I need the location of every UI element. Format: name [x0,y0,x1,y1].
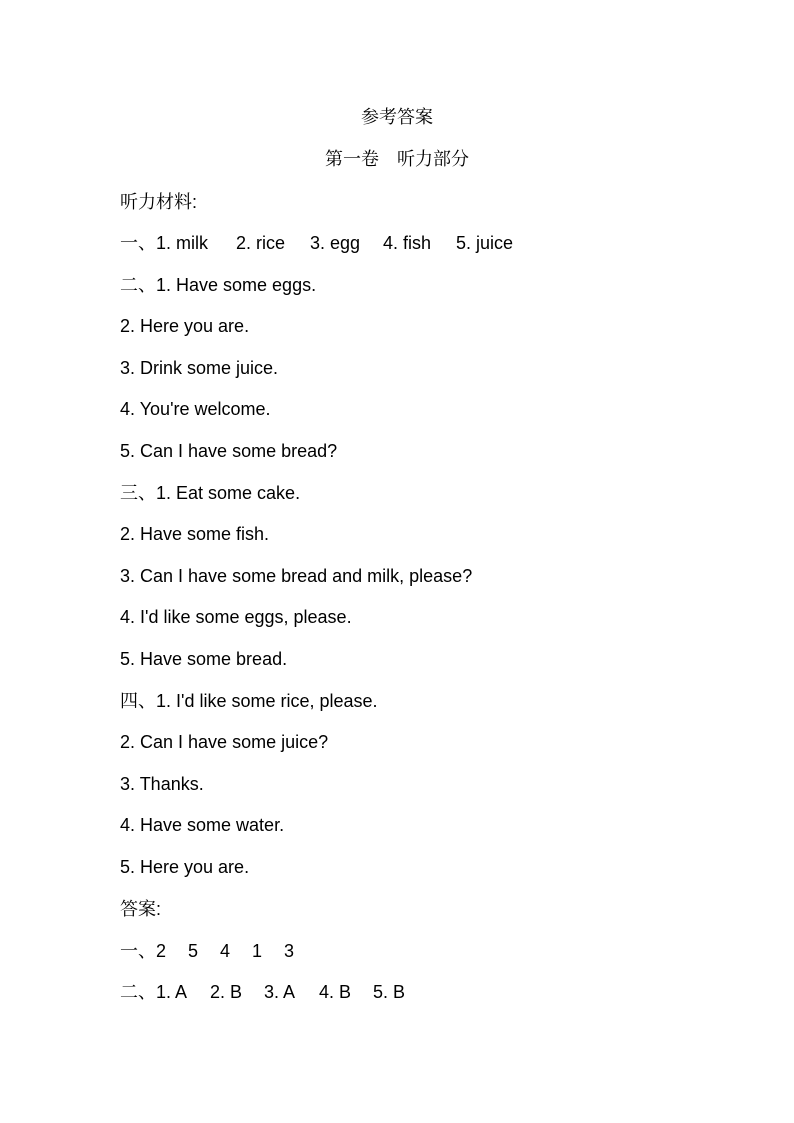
answer-item: 1 [252,941,263,961]
section-prefix: 一、 [120,941,156,961]
list-item: 1. milk [156,233,209,253]
section-prefix: 二、 [120,275,156,295]
listening-section-1 [120,232,513,254]
answer-item: 1. A [156,982,188,1002]
list-item: 3. Drink some juice. [120,358,279,378]
list-item: 3. Thanks. [120,774,204,794]
list-item: 4. fish [383,233,432,253]
answer-item: 3 [284,941,295,961]
list-item: 3. egg [310,233,361,253]
list-item: 5. Here you are. [120,857,250,877]
listening-section-4-line-1 [120,690,378,712]
answers-section-2 [120,981,405,1003]
section-prefix: 一、 [120,233,156,253]
list-item: 2. rice [236,233,286,253]
section-prefix: 四、 [120,691,156,711]
list-item: 5. Have some bread. [120,649,288,669]
page-title: 参考答案 [361,107,433,127]
list-item: 4. You're welcome. [120,399,271,419]
answer-item: 3. A [264,982,296,1002]
answer-item: 2. B [210,982,243,1002]
answer-item: 4 [220,941,231,961]
list-item: 2. Here you are. [120,316,250,336]
list-item: 1. I'd like some rice, please. [156,691,378,711]
listening-section-3-line-1 [120,482,300,504]
answer-item: 4. B [319,982,352,1002]
list-item: 2. Can I have some juice? [120,732,329,752]
list-item: 5. juice [456,233,514,253]
list-item: 1. Have some eggs. [156,275,317,295]
answer-item: 5 [188,941,199,961]
listening-section-2-line-1 [120,274,316,296]
list-item: 3. Can I have some bread and milk, please? [120,566,473,586]
answer-item: 5. B [373,982,406,1002]
page-subtitle [0,148,794,170]
answers-section-1 [120,940,294,962]
subtitle-volume: 第一卷 [325,149,379,169]
list-item: 1. Eat some cake. [156,483,301,503]
section-prefix: 二、 [120,982,156,1002]
list-item: 2. Have some fish. [120,524,270,544]
list-item: 4. Have some water. [120,815,285,835]
list-item: 5. Can I have some bread? [120,441,338,461]
subtitle-section: 听力部分 [397,149,469,169]
list-item: 4. I'd like some eggs, please. [120,607,352,627]
answer-item: 2 [156,941,167,961]
answers-heading: 答案: [120,899,162,919]
listening-heading: 听力材料: [120,192,198,212]
section-prefix: 三、 [120,483,156,503]
